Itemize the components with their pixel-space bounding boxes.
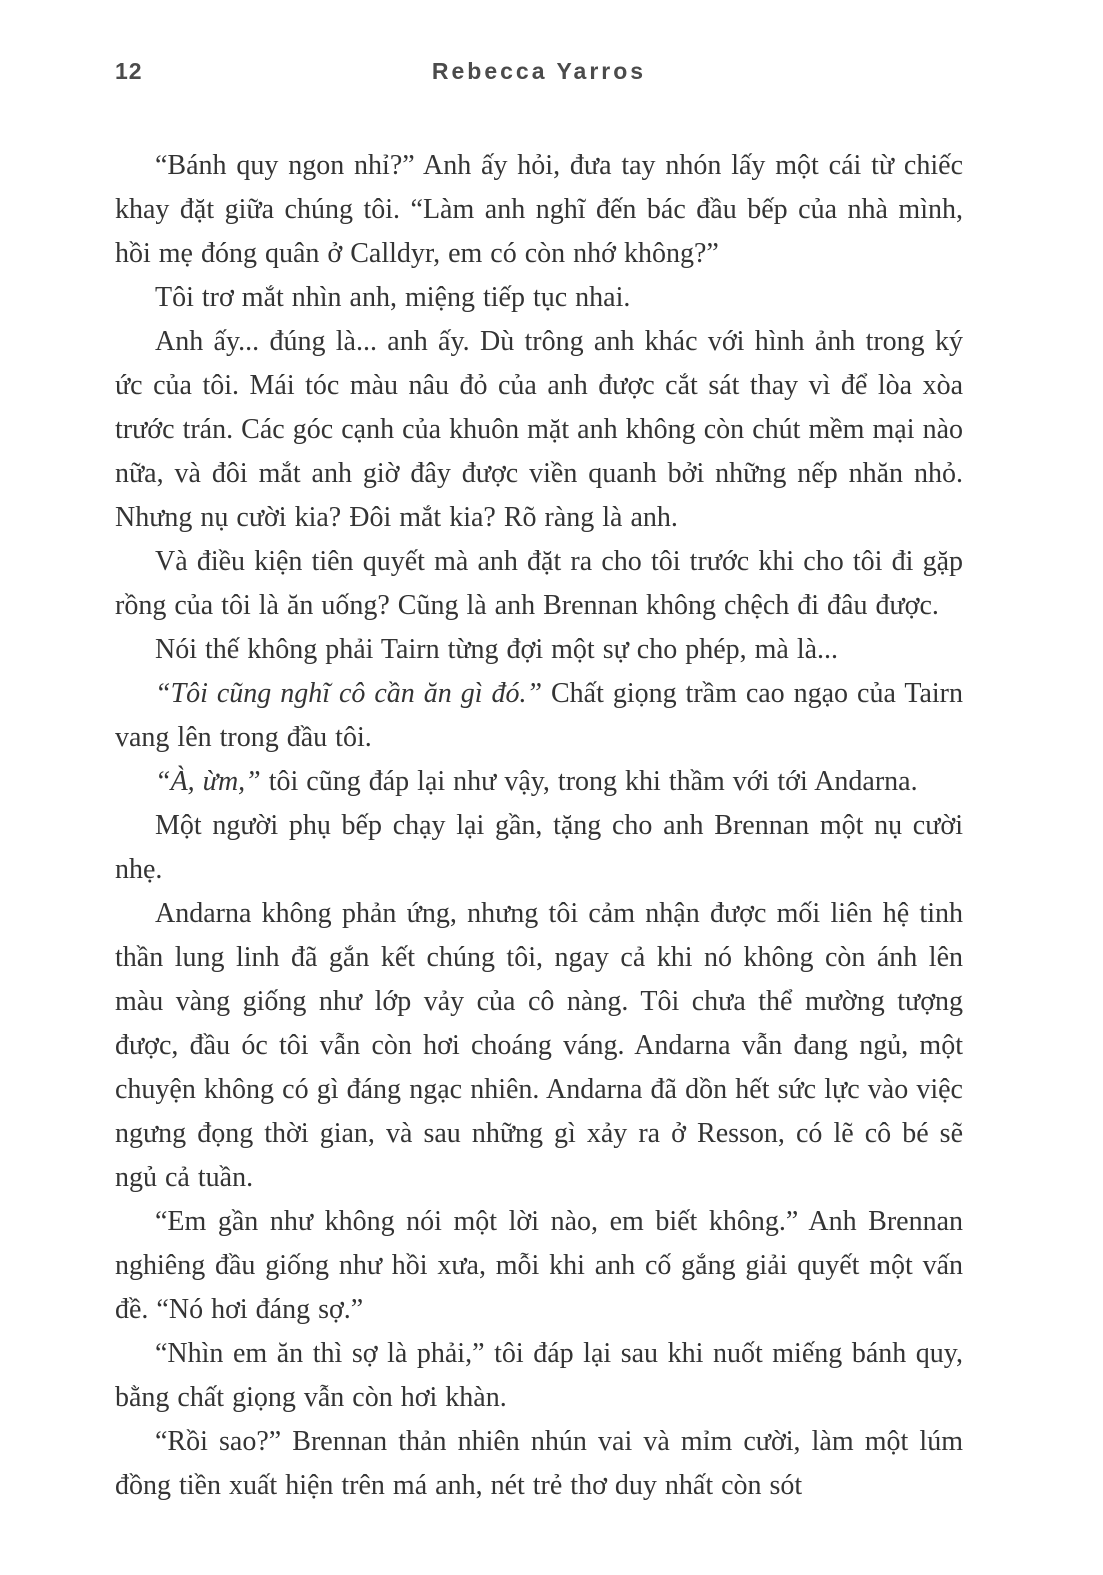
paragraph [115, 628, 963, 672]
text-segment: “Em gần như không nói một lời nào, em biết không.” Anh Brennan nghiêng đầu giống như hồi xưa, mỗi khi anh cố gắng giải quyết một vấn đề. “Nó hơi đáng sợ.” [115, 1206, 963, 1325]
text-block [115, 144, 963, 1508]
italic-text: “Tôi cũng nghĩ cô cần ăn gì đó.” [155, 678, 543, 709]
paragraph [115, 144, 963, 276]
page-number: 12 [115, 58, 143, 84]
text-segment: Nói thế không phải Tairn từng đợi một sự cho phép, mà là... [155, 634, 839, 665]
running-head [115, 58, 963, 92]
paragraph [115, 276, 963, 320]
text-segment: Chất giọng trầm cao ngạo của Tairn vang lên trong đầu tôi. [115, 678, 963, 753]
text-segment: Và điều kiện tiên quyết mà anh đặt ra cho tôi trước khi cho tôi đi gặp rồng của tôi là ăn uống? Cũng là anh Brennan không chệch đi đâu được. [115, 546, 963, 621]
paragraph [115, 760, 963, 804]
text-segment: Anh ấy... đúng là... anh ấy. Dù trông anh khác với hình ảnh trong ký ức của tôi. Mái tóc màu nâu đỏ của anh được cắt sát thay vì để lòa xòa trước trán. Các góc cạnh của khuôn mặt anh không còn chút mềm mại nào nữa, và đôi mắt anh giờ đây được viền quanh bởi những nếp nhăn nhỏ. Nhưng nụ cười kia? Đôi mắt kia? Rõ ràng là anh. [115, 326, 963, 533]
text-segment: Andarna không phản ứng, nhưng tôi cảm nhận được mối liên hệ tinh thần lung linh đã gắn kết chúng tôi, ngay cả khi nó không còn ánh lên màu vàng giống như lớp vảy của cô nàng. Tôi chưa thể mường tượng được, đầu óc tôi vẫn còn hơi choáng váng. Andarna vẫn đang ngủ, một chuyện không có gì đáng ngạc nhiên. Andarna đã dồn hết sức lực vào việc ngưng đọng thời gian, và sau những gì xảy ra ở Resson, có lẽ cô bé sẽ ngủ cả tuần. [115, 898, 963, 1193]
paragraph [115, 1420, 963, 1508]
text-segment: “Rồi sao?” Brennan thản nhiên nhún vai và mỉm cười, làm một lúm đồng tiền xuất hiện trên má anh, nét trẻ thơ duy nhất còn sót [115, 1426, 963, 1501]
paragraph [115, 804, 963, 892]
running-header-author: Rebecca Yarros [431, 58, 647, 84]
text-segment: “Bánh quy ngon nhỉ?” Anh ấy hỏi, đưa tay nhón lấy một cái từ chiếc khay đặt giữa chúng tôi. “Làm anh nghĩ đến bác đầu bếp của nhà mình, hồi mẹ đóng quân ở Calldyr, em có còn nhớ không?” [115, 150, 963, 269]
paragraph [115, 540, 963, 628]
paragraph [115, 892, 963, 1200]
paragraph [115, 672, 963, 760]
paragraph [115, 320, 963, 540]
paragraph [115, 1332, 963, 1420]
text-segment: Một người phụ bếp chạy lại gần, tặng cho anh Brennan một nụ cười nhẹ. [115, 810, 963, 885]
text-segment: Tôi trơ mắt nhìn anh, miệng tiếp tục nhai. [155, 282, 631, 313]
text-segment: “Nhìn em ăn thì sợ là phải,” tôi đáp lại sau khi nuốt miếng bánh quy, bằng chất giọng vẫn còn hơi khàn. [115, 1338, 963, 1413]
italic-text: “À, ừm,” [155, 766, 261, 797]
paragraph [115, 1200, 963, 1332]
text-segment: tôi cũng đáp lại như vậy, trong khi thầm với tới Andarna. [260, 766, 918, 797]
